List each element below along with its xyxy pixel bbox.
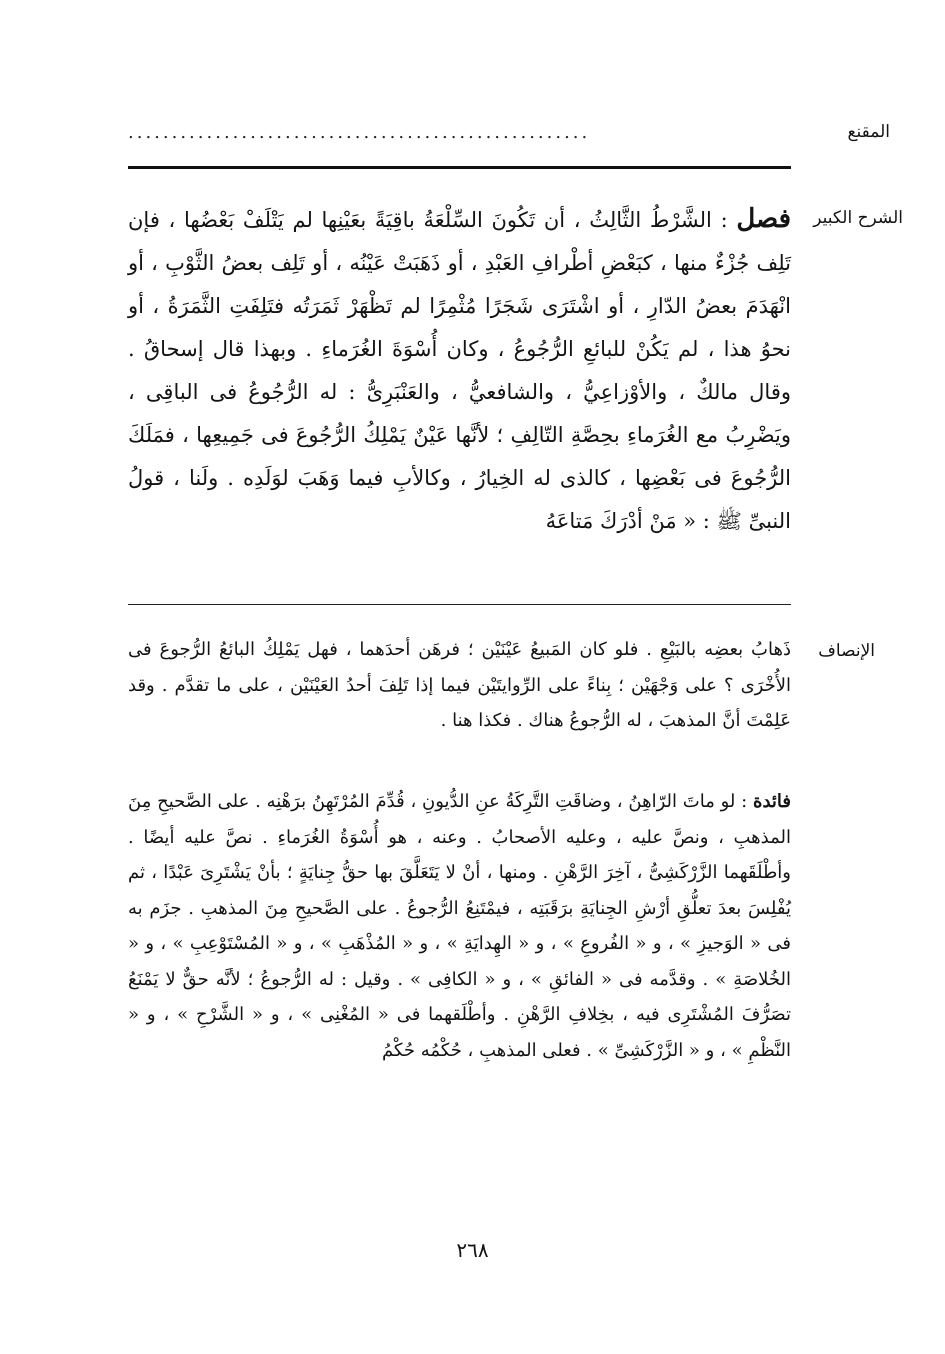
- section-divider: [128, 604, 791, 605]
- header-rule: [128, 166, 791, 169]
- insaf-paragraph-2: [128, 784, 791, 1068]
- page-header: [128, 118, 890, 148]
- sharh-paragraph: [128, 198, 791, 543]
- fasl-heading: فصل: [736, 204, 791, 234]
- insaf-paragraph-1: ذَهابُ بعضِه بالبَيْعِ . فلو كان المَبيعُ عَيْنَيْن ؛ فرهَن أحدَهما ، فهل يَمْلِكُ البائعُ الرُّجوعَ فى الأُخْرَى ؟ على وَجْهَيْن ؛ بِناءً على الرِّوايتَيْن فيما إذا تَلِفَ أحدُ العَيْنَيْن ، على ما تقدَّم . وقد عَلِمْتَ أنَّ المذهبَ ، له الرُّجوعُ هناك . فكذا هنا .: [128, 639, 791, 731]
- faida-heading: فائدة: [753, 791, 791, 812]
- book-title-label: المقنع: [847, 122, 890, 142]
- insaf-section-label: الإنصاف: [818, 641, 875, 661]
- sharh-text: : الشَّرْطُ الثَّالِثُ ، أن تَكُونَ السِّلْعَةُ باقِيَةً بعَيْنِها لم يَتْلَفْ بَعْضُها ، فإن تَلِف جُزْءٌ منها ، كبَعْضِ أطْرافِ العَبْدِ ، أو ذَهَبَتْ عَيْنُه ، أو تَلِف بعضُ الثَّوْبِ ، أو انْهَدَمَ بعضُ الدّارِ ، أو اشْتَرَى شَجَرًا مُثْمِرًا لم تَظْهَرْ ثَمَرَتُه فتَلِفَتِ الثَّمَرَةُ ، أو نحوُ هذا ، لم يَكُنْ للبائعِ الرُّجُوعُ ، وكان أُسْوَةَ الغُرَماءِ . وبهذا قال إسحاقُ . وقال مالكٌ ، والأوْزاعِيُّ ، والشافعيُّ ، والعَنْبَرِىُّ : له الرُّجُوعُ فى الباقِى ، ويَضْرِبُ مع الغُرَماءِ بحِصَّةِ التّالِفِ ؛ لأنَّها عَيْنٌ يَمْلِكُ الرُّجُوعَ فى جَمِيعِها ، فمَلَكَ الرُّجُوعَ فى بَعْضِها ، كالذى له الخِيارُ ، وكالأبِ فيما وَهَبَ لوَلَدِه . ولَنا ، قولُ النبىِّ ﷺ : « مَنْ أدْرَكَ مَتاعَهُ: [128, 208, 791, 533]
- sharh-body: [128, 198, 791, 543]
- page-number: ٢٦٨: [456, 1238, 489, 1262]
- insaf-body-second: [128, 784, 791, 1068]
- faida-text: : لو ماتَ الرّاهِنُ ، وضاقَتِ التَّرِكَةُ عنِ الدُّيونِ ، قُدِّمَ المُرْتَهِنُ برَهْنِه . على الصَّحيحِ مِنَ المذهبِ ، ونصَّ عليه ، وعليه الأصحابُ . وعنه ، هو أُسْوَةُ الغُرَماءِ . نصَّ عليه أيضًا . وأطْلَقَهما الزَّرْكَشِىُّ ، آخِرَ الرَّهْنِ . ومنها ، أنْ لا يَتَعَلَّقَ بها حقُّ جِنايَةٍ ؛ بأنْ يَشْتَرِىَ عَبْدًا ، ثم يُفْلِسَ بعدَ تعلُّقِ أرْشِ الجِنايَةِ برَقَبَتِه ، فيمْتَنِعُ الرُّجوعُ . على الصَّحيحِ مِنَ المذهبِ . جزَم به فى « الوَجيزِ » ، و « الفُروعِ » ، و « الهِدايَةِ » ، و « المُذْهَبِ » ، و « المُسْتَوْعِبِ » ، و « الخُلاصَةِ » . وقدَّمه فى « الفائقِ » ، و « الكافِى » . وقيل : له الرُّجوعُ ؛ لأنَّه حقٌّ لا يَمْنَعُ تصَرُّفَ المُشْتَرِى فيه ، بخِلافِ الرَّهْنِ . وأطْلَقهما فى « المُغْنِى » ، و « الشَّرْحِ » ، و « النَّظْمِ » ، و « الزَّرْكَشِىِّ » . فعلى المذهبِ ، حُكْمُه حُكْمُ: [128, 791, 791, 1061]
- sharh-section-label: الشرح الكبير: [813, 208, 903, 228]
- header-dot-leader: .....................................................: [128, 122, 591, 143]
- insaf-body-first: [128, 632, 791, 739]
